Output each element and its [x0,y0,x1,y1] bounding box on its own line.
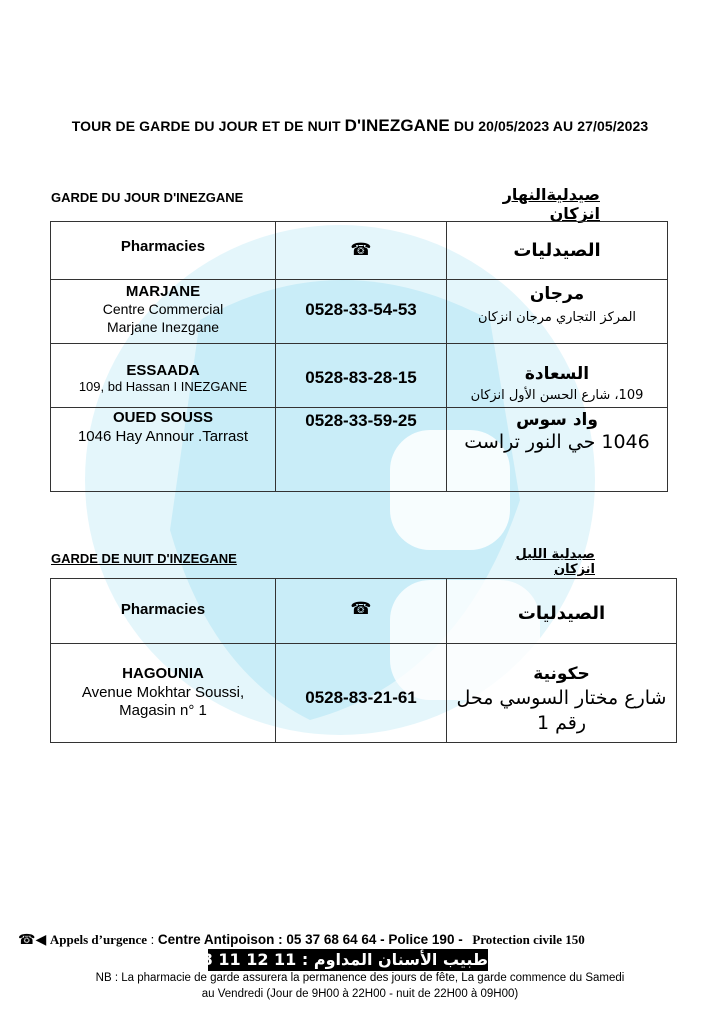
pharmacy-address-ar: شارع مختار السوسي محل رقم 1 [456,687,667,734]
pharmacy-address: Magasin n° 1 [119,702,207,719]
header-pharmacies: Pharmacies [120,601,206,618]
pharmacy-name-ar: حكونية [533,664,590,684]
protection-civile: Protection civile 150 [472,932,585,947]
night-table [50,578,677,743]
antipoison-police: Centre Antipoison : 05 37 68 64 64 - Police 190 - [157,932,463,947]
pharmacy-name: OUED SOUSS [112,409,214,426]
pharmacy-address-ar: المركز التجاري مرجان انزكان [477,310,637,325]
telephone-icon: ☎ [350,240,372,259]
pharmacy-address: Marjane Inezgane [106,319,220,335]
header-pharmacies: Pharmacies [120,238,206,255]
pharmacy-name-ar: السعادة [524,364,590,384]
day-table [50,221,668,492]
pharmacy-address-ar: 109، شارع الحسن الأول انزكان [470,388,644,403]
pharmacy-name: MARJANE [125,283,201,300]
pharmacy-name: ESSAADA [126,362,200,379]
emergency-calls [18,931,585,948]
header-pharmacies-ar: الصيدليات [517,603,606,624]
pharmacy-address: 1046 Hay Annour .Tarrast [77,428,249,445]
title-period: DU 20/05/2023 AU 27/05/2023 [453,118,649,134]
table-header-row [51,579,677,644]
night-section-title: GARDE DE NUIT D'INZEGANE [51,551,237,566]
emergency-phone-icon: ☎◀ [18,931,47,947]
table-header-row [51,222,668,280]
table-row [51,408,668,492]
pharmacy-phone: 0528-33-59-25 [305,411,417,430]
pharmacy-phone: 0528-83-21-61 [305,688,417,707]
emergency-sep: : [146,932,158,947]
table-row [51,644,677,743]
pharmacy-address: Centre Commercial [102,301,224,317]
emergency-label: Appels d’urgence [49,932,147,947]
telephone-icon: ☎ [350,599,372,618]
table-row [51,344,668,408]
page-title [0,116,720,136]
pharmacy-phone: 0528-33-54-53 [305,300,417,319]
pharmacy-address: 109, bd Hassan I INEZGANE [78,379,248,394]
note-line-2: au Vendredi (Jour de 9H00 à 22H00 - nuit de 22H00 à 09H00) [201,988,519,1000]
day-section-title-ar: صيدليةالنهار انزكان [502,185,600,223]
note-line-1: NB : La pharmacie de garde assurera la permanence des jours de fête, La garde commence du Samedi [95,972,625,984]
day-section-title: GARDE DU JOUR D'INEZGANE [51,190,244,205]
title-prefix: TOUR DE GARDE DU JOUR ET DE NUIT [71,118,341,134]
pharmacy-address: Avenue Mokhtar Soussi, [81,684,245,701]
pharmacy-phone: 0528-83-28-15 [305,368,417,387]
pharmacy-address-ar: 1046 حي النور تراست [464,431,650,453]
pharmacy-name: HAGOUNIA [122,665,204,682]
night-section-title-ar: صيدلية الليل انزكان [515,547,595,577]
pharmacy-name-ar: مرجان [529,284,585,304]
header-pharmacies-ar: الصيدليات [513,240,601,261]
title-city: D'INEZGANE [344,116,450,135]
pharmacy-name-ar: واد سوس [516,410,598,430]
dentist-on-duty: طبيب الأسنان المداوم : 11 12 11 08 06 [162,950,488,969]
table-row [51,280,668,344]
